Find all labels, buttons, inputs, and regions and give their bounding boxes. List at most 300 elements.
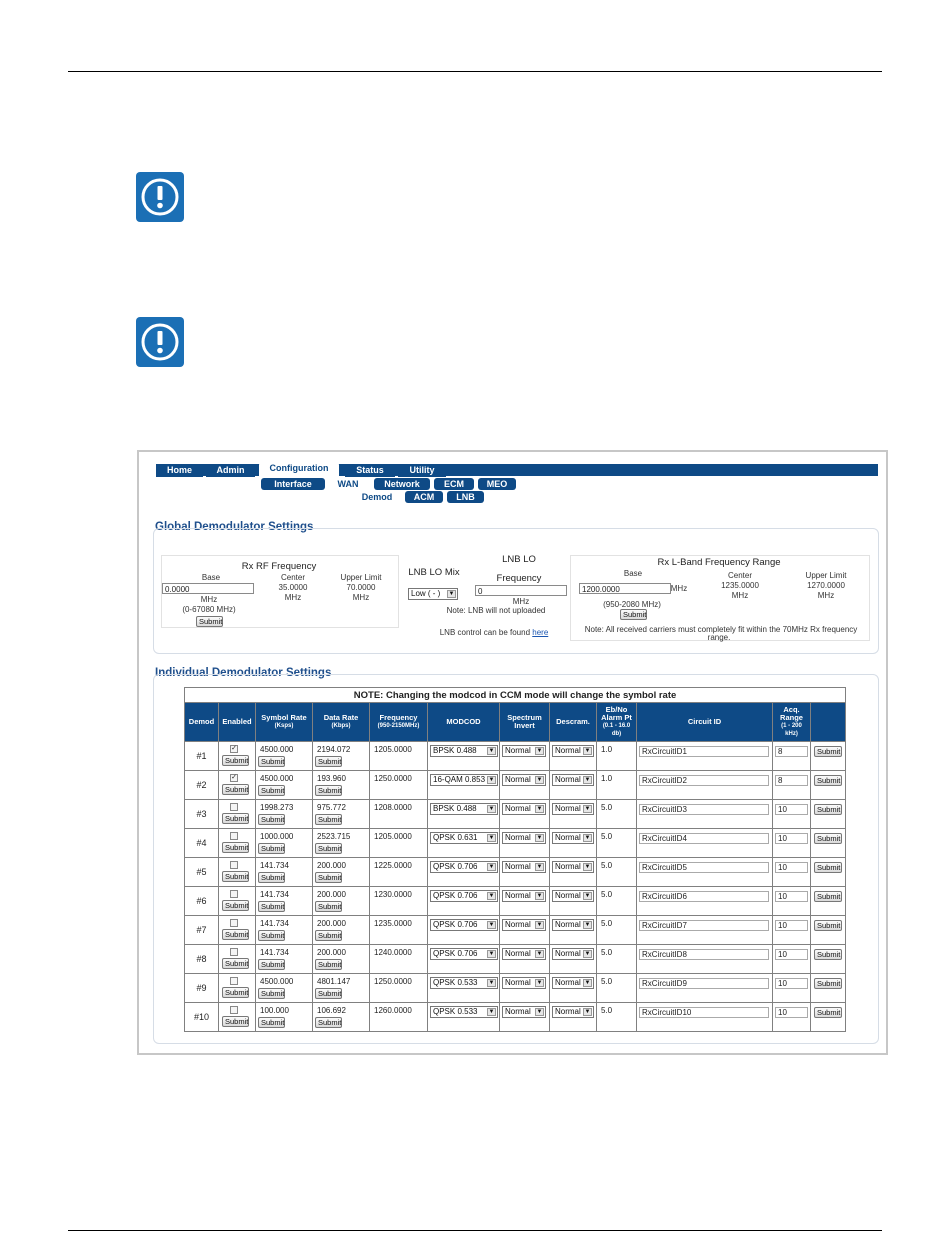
descram-cell <box>550 945 597 974</box>
enabled-submit-button[interactable]: Submit <box>222 958 249 969</box>
acq-range-input[interactable]: 8 <box>775 746 808 757</box>
data-rate-cell <box>313 742 370 771</box>
demod-cell <box>185 974 219 1003</box>
demod-cell <box>185 800 219 829</box>
table-row <box>185 771 846 800</box>
modcod-select[interactable]: BPSK 0.488 ▼ <box>430 803 498 815</box>
spectrum-cell <box>500 887 550 916</box>
symbol-rate-cell <box>256 742 313 771</box>
data-rate-submit-button[interactable]: Submit <box>315 1017 342 1028</box>
rx-lband-base-label: Base <box>623 569 643 578</box>
circuit-id-cell <box>637 974 773 1003</box>
enabled-checkbox[interactable] <box>230 890 238 898</box>
ebno-cell <box>597 771 637 800</box>
circuit-id-cell <box>637 800 773 829</box>
table-row <box>185 800 846 829</box>
acq-range-cell <box>773 916 811 945</box>
col-modcod: MODCOD <box>428 703 500 742</box>
descram-cell <box>550 887 597 916</box>
spectrum-invert-select[interactable]: Normal ▼ <box>502 977 546 989</box>
ebno-value[interactable]: 5.0 <box>601 890 613 899</box>
enabled-checkbox[interactable] <box>230 803 238 811</box>
rx-lband-center-label: Center <box>727 571 752 580</box>
ebno-value[interactable]: 1.0 <box>601 745 613 754</box>
tab-demod[interactable]: Demod <box>355 491 399 503</box>
spectrum-invert-select[interactable]: Normal ▼ <box>502 774 546 786</box>
circuit-id-input[interactable]: RxCircuitID7 <box>639 920 769 931</box>
frequency-cell <box>370 887 428 916</box>
ebno-cell <box>597 742 637 771</box>
spectrum-cell <box>500 945 550 974</box>
demod-cell <box>185 945 219 974</box>
symbol-rate-value[interactable]: 4500.000 <box>260 774 294 783</box>
lnb-lo-frequency-input[interactable]: 0 <box>475 585 567 596</box>
circuit-id-input[interactable]: RxCircuitID1 <box>639 746 769 757</box>
individual-settings-title: Individual Demodulator Settings <box>155 667 332 679</box>
rx-rf-submit-button[interactable]: Submit <box>196 616 223 627</box>
table-row <box>185 742 846 771</box>
ebno-value[interactable]: 1.0 <box>601 774 613 783</box>
table-note-row <box>185 688 846 703</box>
lnb-lo-frequency-unit: MHz <box>512 597 530 606</box>
symbol-rate-submit-button[interactable]: Submit <box>258 814 285 825</box>
modcod-select[interactable]: QPSK 0.533 ▼ <box>430 977 498 989</box>
descram-cell <box>550 858 597 887</box>
data-rate-value[interactable]: 975.772 <box>317 803 346 812</box>
data-rate-submit-button[interactable]: Submit <box>315 988 342 999</box>
data-rate-cell <box>313 887 370 916</box>
modcod-cell <box>428 771 500 800</box>
frequency-cell <box>370 1003 428 1032</box>
data-rate-submit-button[interactable]: Submit <box>315 959 342 970</box>
modcod-cell <box>428 800 500 829</box>
descram-select[interactable]: Normal ▼ <box>552 890 594 902</box>
data-rate-submit-button[interactable]: Submit <box>315 843 342 854</box>
data-rate-cell <box>313 974 370 1003</box>
rx-lband-note-1: Note: All received carriers must completely fit within the 70MHz Rx frequency <box>584 625 858 634</box>
tab-interface[interactable]: Interface <box>261 478 325 490</box>
spectrum-invert-select[interactable]: Normal ▼ <box>502 832 546 844</box>
symbol-rate-submit-button[interactable]: Submit <box>258 930 285 941</box>
ebno-cell <box>597 1003 637 1032</box>
acq-range-input[interactable]: 10 <box>775 891 808 902</box>
col-enabled: Enabled <box>219 703 256 742</box>
data-rate-submit-button[interactable]: Submit <box>315 756 342 767</box>
symbol-rate-cell <box>256 916 313 945</box>
modcod-select[interactable]: QPSK 0.533 ▼ <box>430 1006 498 1018</box>
ebno-value[interactable]: 5.0 <box>601 948 613 957</box>
descram-select[interactable]: Normal ▼ <box>552 1006 594 1018</box>
data-rate-value[interactable]: 200.000 <box>317 948 346 957</box>
spectrum-invert-select[interactable]: Normal ▼ <box>502 890 546 902</box>
enabled-submit-button[interactable]: Submit <box>222 755 249 766</box>
row-submit-button[interactable]: Submit <box>814 949 842 960</box>
acq-range-input[interactable]: 8 <box>775 775 808 786</box>
row-submit-cell <box>811 800 846 829</box>
chevron-down-icon: ▼ <box>488 951 495 957</box>
row-submit-cell <box>811 771 846 800</box>
enabled-submit-button[interactable]: Submit <box>222 987 249 998</box>
ebno-cell <box>597 800 637 829</box>
spectrum-invert-select[interactable]: Normal ▼ <box>502 745 546 757</box>
ebno-value[interactable]: 5.0 <box>601 919 613 928</box>
demod-number: #9 <box>196 983 207 993</box>
symbol-rate-cell <box>256 1003 313 1032</box>
ebno-value[interactable]: 5.0 <box>601 861 613 870</box>
data-rate-value[interactable]: 200.000 <box>317 861 346 870</box>
acq-range-input[interactable]: 10 <box>775 1007 808 1018</box>
circuit-id-input[interactable]: RxCircuitID2 <box>639 775 769 786</box>
row-submit-cell <box>811 742 846 771</box>
circuit-id-input[interactable]: RxCircuitID8 <box>639 949 769 960</box>
chevron-down-icon: ▼ <box>584 951 591 957</box>
circuit-id-input[interactable]: RxCircuitID10 <box>639 1007 769 1018</box>
demod-cell <box>185 742 219 771</box>
row-submit-button[interactable]: Submit <box>814 804 842 815</box>
ebno-cell <box>597 916 637 945</box>
tab-meo[interactable]: MEO <box>478 478 516 490</box>
row-submit-button[interactable]: Submit <box>814 978 842 989</box>
modcod-select[interactable]: QPSK 0.706 ▼ <box>430 861 498 873</box>
row-submit-button[interactable]: Submit <box>814 833 842 844</box>
circuit-id-cell <box>637 771 773 800</box>
rx-lband-upper-value: 1270.0000 <box>807 581 845 590</box>
enabled-submit-button[interactable]: Submit <box>222 784 249 795</box>
tab-status[interactable]: Status <box>345 464 395 477</box>
rx-rf-center-label: Center <box>280 573 305 582</box>
descram-cell <box>550 742 597 771</box>
chevron-down-icon: ▼ <box>488 922 495 928</box>
row-submit-button[interactable]: Submit <box>814 862 842 873</box>
descram-select[interactable]: Normal ▼ <box>552 919 594 931</box>
circuit-id-cell <box>637 916 773 945</box>
enabled-submit-button[interactable]: Submit <box>222 900 249 911</box>
data-rate-value[interactable]: 200.000 <box>317 890 346 899</box>
rx-rf-upper-label: Upper Limit <box>340 573 382 582</box>
tab-ecm[interactable]: ECM <box>434 478 474 490</box>
spectrum-invert-select[interactable]: Normal ▼ <box>502 948 546 960</box>
row-submit-button[interactable]: Submit <box>814 775 842 786</box>
row-submit-cell <box>811 945 846 974</box>
data-rate-value[interactable]: 2194.072 <box>317 745 351 754</box>
spectrum-invert-select[interactable]: Normal ▼ <box>502 803 546 815</box>
table-header-row <box>185 703 846 742</box>
descram-cell <box>550 829 597 858</box>
row-submit-button[interactable]: Submit <box>814 920 842 931</box>
acq-range-cell <box>773 829 811 858</box>
rx-rf-center-unit: MHz <box>284 593 302 602</box>
symbol-rate-value[interactable]: 100.000 <box>260 1006 289 1015</box>
data-rate-cell <box>313 945 370 974</box>
chevron-down-icon: ▼ <box>584 835 591 841</box>
chevron-down-icon: ▼ <box>488 864 495 870</box>
frequency-value[interactable]: 1240.0000 <box>374 948 412 957</box>
lnb-note: Note: LNB will not uploaded <box>446 606 546 615</box>
chevron-down-icon: ▼ <box>584 748 591 754</box>
acq-range-cell <box>773 1003 811 1032</box>
row-submit-cell <box>811 829 846 858</box>
data-rate-submit-button[interactable]: Submit <box>315 930 342 941</box>
symbol-rate-value[interactable]: 4500.000 <box>260 745 294 754</box>
symbol-rate-value[interactable]: 1000.000 <box>260 832 294 841</box>
enabled-checkbox[interactable] <box>230 861 238 869</box>
chevron-down-icon: ▼ <box>536 777 543 783</box>
circuit-id-cell <box>637 742 773 771</box>
acq-range-input[interactable]: 10 <box>775 833 808 844</box>
demod-number: #3 <box>196 809 207 819</box>
frequency-value[interactable]: 1250.0000 <box>374 774 412 783</box>
modcod-select[interactable]: 16-QAM 0.853 ▼ <box>430 774 498 786</box>
frequency-value[interactable]: 1205.0000 <box>374 745 412 754</box>
row-submit-button[interactable]: Submit <box>814 891 842 902</box>
frequency-cell <box>370 916 428 945</box>
chevron-down-icon: ▼ <box>488 893 495 899</box>
frequency-cell <box>370 974 428 1003</box>
enabled-checkbox[interactable] <box>230 832 238 840</box>
data-rate-submit-button[interactable]: Submit <box>315 901 342 912</box>
modcod-select[interactable]: QPSK 0.706 ▼ <box>430 948 498 960</box>
demod-number: #5 <box>196 867 207 877</box>
enabled-submit-button[interactable]: Submit <box>222 813 249 824</box>
demod-cell <box>185 916 219 945</box>
symbol-rate-cell <box>256 887 313 916</box>
lnb-control-text: LNB control can be found here <box>439 628 549 637</box>
tab-acm[interactable]: ACM <box>405 491 443 503</box>
col-acq-range: Acq. Range (1 - 200 kHz) <box>773 703 811 742</box>
tab-admin[interactable]: Admin <box>206 464 255 477</box>
modcod-cell <box>428 829 500 858</box>
symbol-rate-cell <box>256 945 313 974</box>
frequency-value[interactable]: 1205.0000 <box>374 832 412 841</box>
chevron-down-icon: ▼ <box>536 748 543 754</box>
data-rate-value[interactable]: 106.692 <box>317 1006 346 1015</box>
ebno-cell <box>597 887 637 916</box>
row-submit-cell <box>811 887 846 916</box>
descram-select[interactable]: Normal ▼ <box>552 948 594 960</box>
circuit-id-input[interactable]: RxCircuitID4 <box>639 833 769 844</box>
spectrum-cell <box>500 829 550 858</box>
chevron-down-icon: ▼ <box>488 835 495 841</box>
symbol-rate-submit-button[interactable]: Submit <box>258 1017 285 1028</box>
frequency-value[interactable]: 1235.0000 <box>374 919 412 928</box>
symbol-rate-value[interactable]: 141.734 <box>260 861 289 870</box>
chevron-down-icon: ▼ <box>488 1009 495 1015</box>
modcod-cell <box>428 974 500 1003</box>
modcod-select[interactable]: BPSK 0.488 ▼ <box>430 745 498 757</box>
chevron-down-icon: ▼ <box>536 951 543 957</box>
modcod-cell <box>428 916 500 945</box>
rx-lband-submit-button[interactable]: Submit <box>620 609 647 620</box>
chevron-down-icon: ▼ <box>584 1009 591 1015</box>
enabled-checkbox[interactable] <box>230 977 238 985</box>
tab-wan[interactable]: WAN <box>329 478 367 490</box>
enabled-cell <box>219 945 256 974</box>
acq-range-cell <box>773 771 811 800</box>
acq-range-input[interactable]: 10 <box>775 978 808 989</box>
demod-cell <box>185 829 219 858</box>
lnb-lo-frequency-label-1: LNB LO <box>502 554 536 565</box>
frequency-value[interactable]: 1230.0000 <box>374 890 412 899</box>
descram-select[interactable]: Normal ▼ <box>552 774 594 786</box>
table-row <box>185 945 846 974</box>
circuit-id-input[interactable]: RxCircuitID9 <box>639 978 769 989</box>
ebno-value[interactable]: 5.0 <box>601 1006 613 1015</box>
acq-range-input[interactable]: 10 <box>775 804 808 815</box>
frequency-cell <box>370 800 428 829</box>
demodulator-table <box>184 687 846 1032</box>
descram-select[interactable]: Normal ▼ <box>552 803 594 815</box>
demod-number: #1 <box>196 751 207 761</box>
frequency-cell <box>370 771 428 800</box>
rx-rf-upper-unit: MHz <box>352 593 370 602</box>
descram-cell <box>550 916 597 945</box>
frequency-cell <box>370 945 428 974</box>
rx-lband-base-unit: MHz <box>670 584 688 593</box>
rx-lband-center-unit: MHz <box>731 591 749 600</box>
circuit-id-cell <box>637 945 773 974</box>
symbol-rate-value[interactable]: 141.734 <box>260 890 289 899</box>
frequency-cell <box>370 858 428 887</box>
symbol-rate-submit-button[interactable]: Submit <box>258 756 285 767</box>
frequency-cell <box>370 742 428 771</box>
symbol-rate-submit-button[interactable]: Submit <box>258 843 285 854</box>
chevron-down-icon: ▼ <box>536 922 543 928</box>
global-settings-title: Global Demodulator Settings <box>155 521 314 533</box>
enabled-cell <box>219 974 256 1003</box>
lnb-lo-mix-select[interactable]: Low ( - ) ▼ <box>408 588 458 600</box>
row-submit-button[interactable]: Submit <box>814 1007 842 1018</box>
rx-rf-title: Rx RF Frequency <box>241 561 317 572</box>
spectrum-invert-select[interactable]: Normal ▼ <box>502 1006 546 1018</box>
acq-range-cell <box>773 858 811 887</box>
frequency-value[interactable]: 1250.0000 <box>374 977 412 986</box>
symbol-rate-submit-button[interactable]: Submit <box>258 988 285 999</box>
enabled-checkbox[interactable]: ✓ <box>231 745 237 752</box>
frequency-value[interactable]: 1260.0000 <box>374 1006 412 1015</box>
rx-rf-base-unit: MHz <box>200 595 218 604</box>
modcod-select[interactable]: QPSK 0.706 ▼ <box>430 890 498 902</box>
spectrum-cell <box>500 771 550 800</box>
symbol-rate-submit-button[interactable]: Submit <box>258 785 285 796</box>
ebno-value[interactable]: 5.0 <box>601 832 613 841</box>
enabled-checkbox[interactable]: ✓ <box>231 774 237 781</box>
spectrum-invert-select[interactable]: Normal ▼ <box>502 861 546 873</box>
col-ebno: Eb/No Alarm Pt (0.1 - 16.0 db) <box>597 703 637 742</box>
data-rate-value[interactable]: 2523.715 <box>317 832 351 841</box>
descram-select[interactable]: Normal ▼ <box>552 861 594 873</box>
data-rate-submit-button[interactable]: Submit <box>315 814 342 825</box>
data-rate-cell <box>313 800 370 829</box>
demod-number: #6 <box>196 896 207 906</box>
tab-network[interactable]: Network <box>374 478 430 490</box>
col-data-rate: Data Rate (Kbps) <box>313 703 370 742</box>
table-row <box>185 916 846 945</box>
symbol-rate-value[interactable]: 4500.000 <box>260 977 294 986</box>
enabled-checkbox[interactable] <box>230 1006 238 1014</box>
enabled-cell <box>219 829 256 858</box>
row-submit-cell <box>811 1003 846 1032</box>
data-rate-submit-button[interactable]: Submit <box>315 872 342 883</box>
rx-lband-base-input[interactable]: 1200.0000 <box>579 583 671 594</box>
enabled-submit-button[interactable]: Submit <box>222 871 249 882</box>
acq-range-cell <box>773 800 811 829</box>
data-rate-value[interactable]: 200.000 <box>317 919 346 928</box>
enabled-submit-button[interactable]: Submit <box>222 1016 249 1027</box>
enabled-cell <box>219 771 256 800</box>
modcod-cell <box>428 1003 500 1032</box>
enabled-cell <box>219 1003 256 1032</box>
col-demod: Demod <box>185 703 219 742</box>
symbol-rate-submit-button[interactable]: Submit <box>258 959 285 970</box>
data-rate-cell <box>313 771 370 800</box>
chevron-down-icon: ▼ <box>488 806 495 812</box>
data-rate-submit-button[interactable]: Submit <box>315 785 342 796</box>
col-circuit-id: Circuit ID <box>637 703 773 742</box>
circuit-id-input[interactable]: RxCircuitID3 <box>639 804 769 815</box>
ebno-value[interactable]: 5.0 <box>601 977 613 986</box>
acq-range-input[interactable]: 10 <box>775 920 808 931</box>
acq-range-input[interactable]: 10 <box>775 862 808 873</box>
enabled-submit-button[interactable]: Submit <box>222 929 249 940</box>
chevron-down-icon: ▼ <box>536 980 543 986</box>
enabled-checkbox[interactable] <box>230 948 238 956</box>
ebno-value[interactable]: 5.0 <box>601 803 613 812</box>
tab-utility[interactable]: Utility <box>398 464 446 477</box>
ebno-cell <box>597 829 637 858</box>
symbol-rate-cell <box>256 974 313 1003</box>
tab-configuration[interactable]: Configuration <box>259 462 339 477</box>
frequency-value[interactable]: 1225.0000 <box>374 861 412 870</box>
enabled-submit-button[interactable]: Submit <box>222 842 249 853</box>
descram-cell <box>550 1003 597 1032</box>
symbol-rate-value[interactable]: 141.734 <box>260 948 289 957</box>
frequency-value[interactable]: 1208.0000 <box>374 803 412 812</box>
tab-lnb[interactable]: LNB <box>447 491 484 503</box>
circuit-id-input[interactable]: RxCircuitID6 <box>639 891 769 902</box>
acq-range-cell <box>773 887 811 916</box>
symbol-rate-value[interactable]: 1998.273 <box>260 803 294 812</box>
frequency-cell <box>370 829 428 858</box>
descram-select[interactable]: Normal ▼ <box>552 977 594 989</box>
enabled-cell <box>219 800 256 829</box>
modcod-select[interactable]: QPSK 0.631 ▼ <box>430 832 498 844</box>
symbol-rate-cell <box>256 829 313 858</box>
rx-lband-note-2: range. <box>707 633 731 642</box>
symbol-rate-submit-button[interactable]: Submit <box>258 901 285 912</box>
chevron-down-icon: ▼ <box>488 777 495 783</box>
descram-select[interactable]: Normal ▼ <box>552 745 594 757</box>
rx-rf-base-range: (0-67080 MHz) <box>182 605 236 614</box>
symbol-rate-value[interactable]: 141.734 <box>260 919 289 928</box>
enabled-checkbox[interactable] <box>230 919 238 927</box>
spectrum-cell <box>500 858 550 887</box>
rx-rf-base-input[interactable]: 0.0000 <box>162 583 254 594</box>
spectrum-invert-select[interactable]: Normal ▼ <box>502 919 546 931</box>
symbol-rate-submit-button[interactable]: Submit <box>258 872 285 883</box>
data-rate-value[interactable]: 4801.147 <box>317 977 351 986</box>
data-rate-value[interactable]: 193.960 <box>317 774 346 783</box>
acq-range-input[interactable]: 10 <box>775 949 808 960</box>
tab-home[interactable]: Home <box>156 464 203 477</box>
rx-rf-base-label: Base <box>201 573 221 582</box>
rx-lband-title: Rx L-Band Frequency Range <box>657 557 781 568</box>
lnb-control-link[interactable]: here <box>532 628 549 637</box>
descram-select[interactable]: Normal ▼ <box>552 832 594 844</box>
row-submit-button[interactable]: Submit <box>814 746 842 757</box>
circuit-id-input[interactable]: RxCircuitID5 <box>639 862 769 873</box>
modcod-select[interactable]: QPSK 0.706 ▼ <box>430 919 498 931</box>
enabled-cell <box>219 887 256 916</box>
